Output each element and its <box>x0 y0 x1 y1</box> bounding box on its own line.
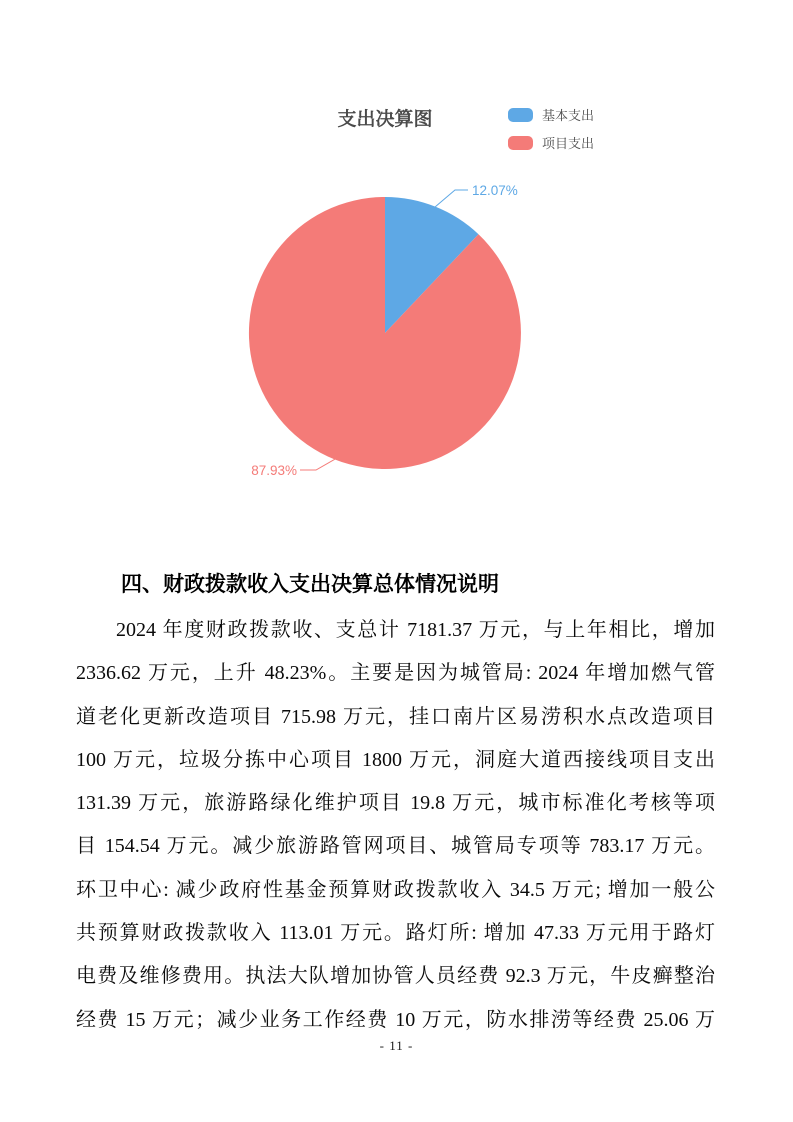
text-line: 经费 15 万元；减少业务工作经费 10 万元，防水排涝等经费 25.06 万 <box>76 1008 715 1031</box>
pie-slices <box>249 197 521 469</box>
chart-title: 支出决算图 <box>337 109 433 130</box>
leader-line-project <box>300 459 335 470</box>
page-number: - 11 - <box>379 1038 414 1053</box>
section-heading: 四、财政拨款收入支出决算总体情况说明 <box>121 572 499 596</box>
legend-item-project-expenditure <box>508 135 594 150</box>
text-line: 2336.62 万元，上升 48.23%。主要是因为城管局: 2024 年增加燃气管 <box>76 662 715 685</box>
legend-swatch-blue <box>508 108 533 122</box>
text-line: 2024 年度财政拨款收、支总计 7181.37 万元，与上年相比，增加 <box>116 619 715 641</box>
text-line: 共预算财政拨款收入 113.01 万元。路灯所: 增加 47.33 万元用于路灯 <box>76 922 715 945</box>
text-line: 100 万元，垃圾分拣中心项目 1800 万元，洞庭大道西接线项目支出 <box>76 748 715 771</box>
legend-label-basic-expenditure: 基本支出 <box>542 108 595 123</box>
text-line: 道老化更新改造项目 715.98 万元，挂口南片区易涝积水点改造项目 <box>76 705 715 728</box>
pie-slice-项目支出 <box>249 197 521 469</box>
chart-legend <box>508 107 594 150</box>
text-line: 目 154.54 万元。减少旅游路管网项目、城管局专项等 783.17 万元。 <box>76 835 715 858</box>
pie-label-project-percent: 87.93% <box>251 463 297 478</box>
text-line: 131.39 万元，旅游路绿化维护项目 19.8 万元，城市标准化考核等项 <box>76 792 715 815</box>
legend-swatch-red <box>508 136 533 150</box>
paragraph <box>76 609 715 1042</box>
text-line: 电费及维修费用。执法大队增加协管人员经费 92.3 万元，牛皮癣整治 <box>76 965 715 988</box>
leader-line-basic <box>435 190 468 207</box>
text-line: 环卫中心: 减少政府性基金预算财政拨款收入 34.5 万元; 增加一般公 <box>76 878 715 901</box>
legend-label-project-expenditure: 项目支出 <box>542 136 595 151</box>
pie-chart-svg <box>215 155 555 515</box>
pie-label-basic-percent: 12.07% <box>472 183 518 198</box>
legend-item-basic-expenditure <box>508 107 594 122</box>
